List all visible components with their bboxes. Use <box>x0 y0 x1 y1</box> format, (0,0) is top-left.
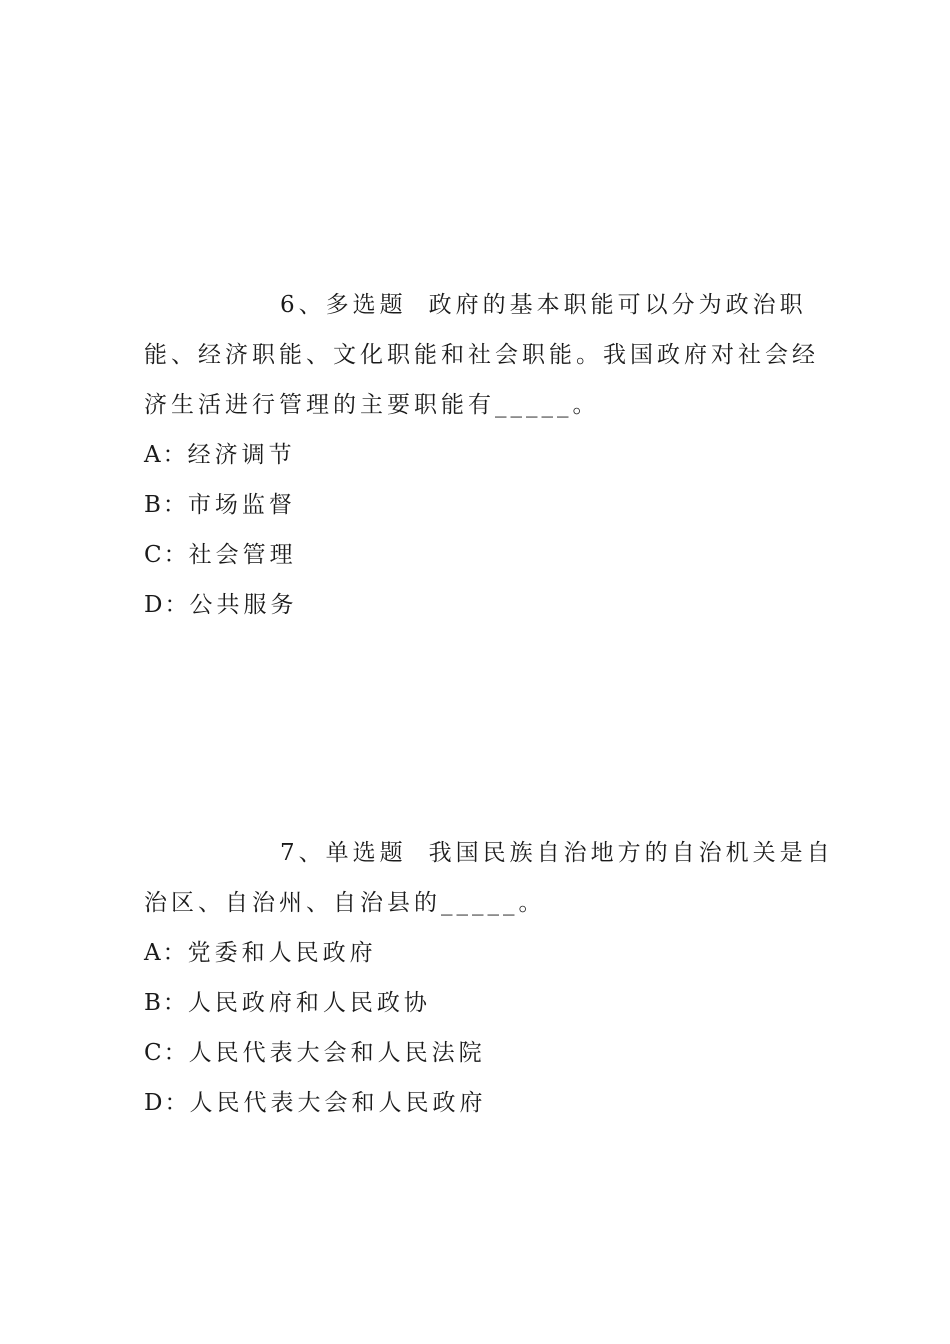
option-text: 人民代表大会和人民政府 <box>189 1090 487 1116</box>
question-number: 7、 <box>280 840 326 866</box>
option-label: C： <box>144 1040 189 1066</box>
option-text: 党委和人民政府 <box>187 940 377 966</box>
option-list <box>144 430 834 630</box>
question-6 <box>144 280 834 630</box>
option-c[interactable] <box>144 530 834 580</box>
option-d[interactable] <box>144 580 834 630</box>
question-text: 我国民族自治地方的自治机关是自治区、自治州、自治县的_____。 <box>144 840 834 916</box>
option-label: A： <box>144 442 188 468</box>
option-label: B： <box>144 990 188 1016</box>
question-type: 单选题 <box>325 840 407 866</box>
question-stem <box>144 828 834 928</box>
option-d[interactable] <box>144 1078 834 1128</box>
option-b[interactable] <box>144 480 834 530</box>
question-stem <box>144 280 834 430</box>
option-text: 人民代表大会和人民法院 <box>188 1040 486 1066</box>
option-label: A： <box>144 940 188 966</box>
option-text: 社会管理 <box>188 542 297 568</box>
option-label: D： <box>144 1090 190 1116</box>
question-text: 政府的基本职能可以分为政治职能、经济职能、文化职能和社会职能。我国政府对社会经济生活进行管理的主要职能有_____。 <box>144 292 819 418</box>
option-list <box>144 928 834 1128</box>
option-a[interactable] <box>144 430 834 480</box>
option-label: C： <box>144 542 189 568</box>
option-b[interactable] <box>144 978 834 1028</box>
option-text: 公共服务 <box>189 592 298 618</box>
question-number: 6、 <box>280 292 326 318</box>
option-text: 市场监督 <box>187 492 296 518</box>
question-7 <box>144 828 834 1128</box>
question-type: 多选题 <box>325 292 407 318</box>
option-label: B： <box>144 492 188 518</box>
option-label: D： <box>144 592 190 618</box>
option-text: 经济调节 <box>187 442 296 468</box>
option-text: 人民政府和人民政协 <box>187 990 431 1016</box>
option-c[interactable] <box>144 1028 834 1078</box>
option-a[interactable] <box>144 928 834 978</box>
